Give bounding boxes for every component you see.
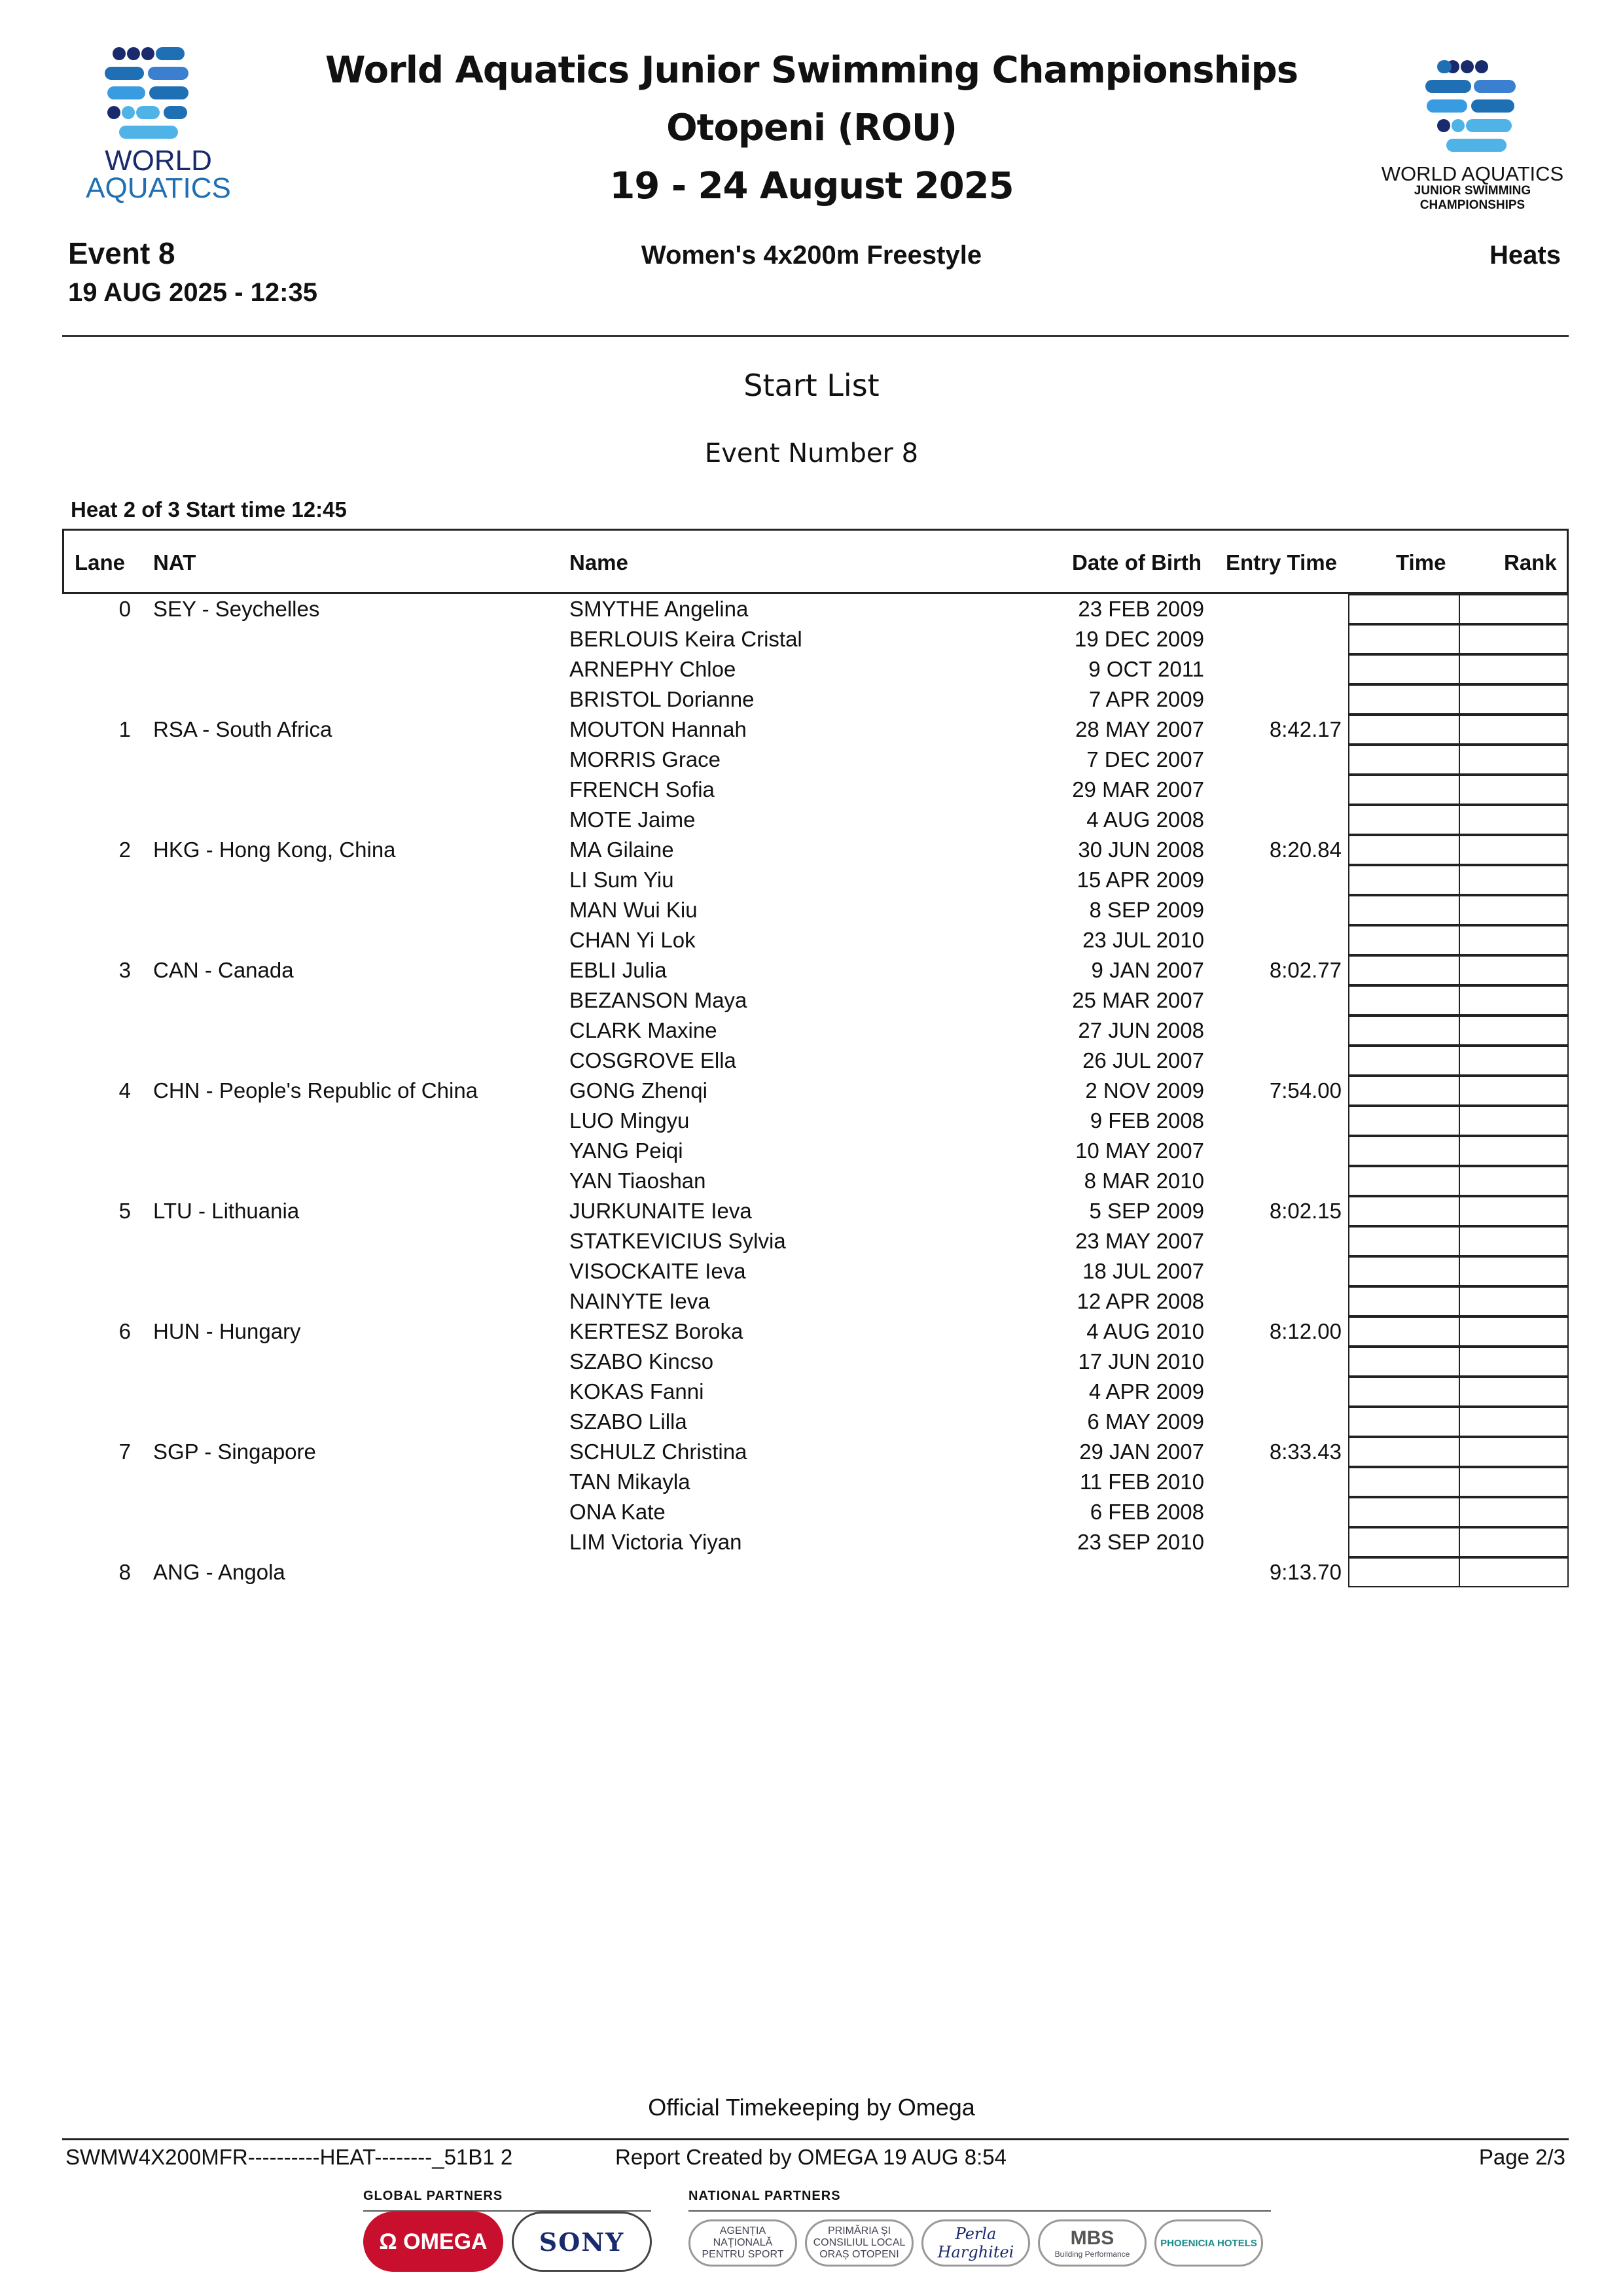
time-rank-box: [1348, 594, 1569, 624]
time-rank-box: [1348, 1467, 1569, 1497]
name-cell: SZABO Kincso: [569, 1349, 714, 1373]
time-rank-box: [1348, 955, 1569, 985]
entry-time-cell: 8:20.84: [1269, 838, 1342, 862]
nat-cell: HUN - Hungary: [153, 1319, 301, 1343]
header-lane: Lane: [75, 550, 126, 574]
table-row: [0, 985, 1623, 1016]
timekeeping-note: Official Timekeeping by Omega: [648, 2094, 975, 2121]
name-cell: SMYTHE Angelina: [569, 597, 749, 621]
event-name: Women's 4x200m Freestyle: [641, 241, 982, 270]
table-row: [0, 1196, 1623, 1226]
logo-left-text-1: WORLD: [105, 145, 212, 177]
dob-cell: 6 FEB 2008: [1090, 1500, 1204, 1524]
time-rank-box: [1348, 1196, 1569, 1226]
dob-cell: 2 NOV 2009: [1085, 1078, 1204, 1103]
omega-logo: Ω OMEGA: [363, 2212, 503, 2272]
lane-cell: 2: [118, 838, 131, 862]
header-nat: NAT: [153, 550, 196, 574]
dob-cell: 5 SEP 2009: [1089, 1199, 1204, 1223]
table-row: [0, 594, 1623, 624]
entry-time-cell: 8:12.00: [1269, 1319, 1342, 1343]
time-rank-box: [1348, 1046, 1569, 1076]
page-number: Page 2/3: [1478, 2145, 1565, 2169]
table-row: [0, 835, 1623, 865]
national-partners-line: [688, 2210, 1271, 2212]
time-rank-box: [1348, 1377, 1569, 1407]
name-cell: FRENCH Sofia: [569, 777, 715, 802]
dob-cell: 6 MAY 2009: [1087, 1409, 1204, 1434]
dob-cell: 27 JUN 2008: [1078, 1018, 1204, 1042]
name-cell: BRISTOL Dorianne: [569, 687, 755, 711]
time-rank-box: [1348, 895, 1569, 925]
table-row: [0, 654, 1623, 684]
table-row: [0, 1467, 1623, 1497]
table-row: [0, 1497, 1623, 1527]
table-row: [0, 715, 1623, 745]
time-rank-box: [1348, 1437, 1569, 1467]
dob-cell: 23 SEP 2010: [1077, 1530, 1204, 1554]
lane-cell: 6: [118, 1319, 131, 1343]
mbs-subtext: Building Performance: [1054, 2250, 1130, 2259]
name-cell: SZABO Lilla: [569, 1409, 687, 1434]
name-cell: CHAN Yi Lok: [569, 928, 696, 952]
entry-time-cell: 7:54.00: [1269, 1078, 1342, 1103]
nat-cell: LTU - Lithuania: [153, 1199, 300, 1223]
dob-cell: 9 FEB 2008: [1090, 1108, 1204, 1133]
time-rank-box: [1348, 1527, 1569, 1557]
table-row: [0, 775, 1623, 805]
national-partners-label: NATIONAL PARTNERS: [688, 2189, 841, 2203]
nat-cell: HKG - Hong Kong, China: [153, 838, 396, 862]
header-dob: Date of Birth: [1072, 550, 1202, 574]
table-row: [0, 805, 1623, 835]
time-rank-box: [1348, 925, 1569, 955]
name-cell: MA Gilaine: [569, 838, 674, 862]
table-row: [0, 1527, 1623, 1557]
name-cell: BEZANSON Maya: [569, 988, 747, 1012]
name-cell: MAN Wui Kiu: [569, 898, 698, 922]
lane-cell: 0: [118, 597, 131, 621]
table-row: [0, 1016, 1623, 1046]
time-rank-box: [1348, 985, 1569, 1016]
time-rank-box: [1348, 1347, 1569, 1377]
dob-cell: 23 FEB 2009: [1078, 597, 1204, 621]
table-row: [0, 1136, 1623, 1166]
dob-cell: 10 MAY 2007: [1075, 1139, 1204, 1163]
name-cell: LUO Mingyu: [569, 1108, 690, 1133]
name-cell: LIM Victoria Yiyan: [569, 1530, 742, 1554]
name-cell: KERTESZ Boroka: [569, 1319, 743, 1343]
heat-info: Heat 2 of 3 Start time 12:45: [71, 497, 347, 521]
table-row: [0, 1407, 1623, 1437]
logo-right-text-3: CHAMPIONSHIPS: [1419, 198, 1525, 212]
name-cell: BERLOUIS Keira Cristal: [569, 627, 802, 651]
title-line-3: 19 - 24 August 2025: [609, 165, 1014, 207]
dob-cell: 12 APR 2008: [1077, 1289, 1204, 1313]
table-row: [0, 1437, 1623, 1467]
report-code: SWMW4X200MFR----------HEAT--------_51B1 2: [65, 2145, 513, 2169]
table-row: [0, 1316, 1623, 1347]
time-rank-box: [1348, 1136, 1569, 1166]
entry-time-cell: 8:33.43: [1269, 1439, 1342, 1464]
dob-cell: 29 JAN 2007: [1079, 1439, 1204, 1464]
name-cell: CLARK Maxine: [569, 1018, 717, 1042]
name-cell: TAN Mikayla: [569, 1470, 690, 1494]
lane-cell: 7: [118, 1439, 131, 1464]
time-rank-box: [1348, 835, 1569, 865]
sony-logo: SONY: [512, 2212, 652, 2272]
name-cell: MOTE Jaime: [569, 807, 696, 832]
table-row: [0, 895, 1623, 925]
time-rank-box: [1348, 654, 1569, 684]
title-line-2: Otopeni (ROU): [666, 107, 957, 149]
header-name: Name: [569, 550, 628, 574]
time-rank-box: [1348, 775, 1569, 805]
header-entry-time: Entry Time: [1226, 550, 1337, 574]
table-row: [0, 1557, 1623, 1587]
junior-championships-logo: [1361, 59, 1584, 222]
global-partners-label: GLOBAL PARTNERS: [363, 2189, 503, 2203]
dob-cell: 17 JUN 2010: [1078, 1349, 1204, 1373]
table-row: [0, 865, 1623, 895]
time-rank-box: [1348, 1407, 1569, 1437]
dob-cell: 7 APR 2009: [1088, 687, 1204, 711]
table-row: [0, 745, 1623, 775]
dob-cell: 4 AUG 2008: [1086, 807, 1204, 832]
dob-cell: 7 DEC 2007: [1086, 747, 1204, 771]
dob-cell: 4 APR 2009: [1088, 1379, 1204, 1404]
event-datetime: 19 AUG 2025 - 12:35: [68, 278, 317, 307]
logo-left-text-2: AQUATICS: [86, 172, 231, 204]
time-rank-box: [1348, 1316, 1569, 1347]
name-cell: EBLI Julia: [569, 958, 667, 982]
table-row: [0, 624, 1623, 654]
nat-cell: SGP - Singapore: [153, 1439, 316, 1464]
time-rank-box: [1348, 1497, 1569, 1527]
name-cell: MOUTON Hannah: [569, 717, 747, 741]
dob-cell: 11 FEB 2010: [1079, 1470, 1204, 1494]
time-rank-box: [1348, 1076, 1569, 1106]
entry-time-cell: 8:02.15: [1269, 1199, 1342, 1223]
name-cell: SCHULZ Christina: [569, 1439, 747, 1464]
table-row: [0, 1377, 1623, 1407]
time-rank-box: [1348, 1226, 1569, 1256]
time-rank-box: [1348, 805, 1569, 835]
partner-phoenicia-logo: PHOENICIA HOTELS: [1154, 2219, 1263, 2267]
lane-cell: 4: [118, 1078, 131, 1103]
time-rank-box: [1348, 1166, 1569, 1196]
dob-cell: 30 JUN 2008: [1078, 838, 1204, 862]
time-rank-box: [1348, 715, 1569, 745]
table-row: [0, 1226, 1623, 1256]
table-row: [0, 1256, 1623, 1286]
partner-otopeni-logo: PRIMĂRIA ȘI CONSILIUL LOCAL ORAȘ OTOPENI: [805, 2219, 914, 2267]
lane-cell: 3: [118, 958, 131, 982]
name-cell: GONG Zhenqi: [569, 1078, 707, 1103]
logo-right-text-1: WORLD AQUATICS: [1381, 162, 1564, 185]
nat-cell: SEY - Seychelles: [153, 597, 320, 621]
name-cell: NAINYTE Ieva: [569, 1289, 710, 1313]
round-label: Heats: [1489, 241, 1561, 270]
lane-cell: 8: [118, 1560, 131, 1584]
dob-cell: 8 MAR 2010: [1084, 1169, 1204, 1193]
name-cell: STATKEVICIUS Sylvia: [569, 1229, 786, 1253]
time-rank-box: [1348, 1286, 1569, 1316]
nat-cell: RSA - South Africa: [153, 717, 332, 741]
entry-time-cell: 9:13.70: [1269, 1560, 1342, 1584]
entry-time-cell: 8:42.17: [1269, 717, 1342, 741]
event-number: Event 8: [68, 236, 175, 270]
junior-championships-logo-mark: [1361, 59, 1584, 157]
dob-cell: 15 APR 2009: [1077, 868, 1204, 892]
table-row: [0, 955, 1623, 985]
dob-cell: 28 MAY 2007: [1075, 717, 1204, 741]
report-created: Report Created by OMEGA 19 AUG 8:54: [615, 2145, 1007, 2169]
name-cell: COSGROVE Ella: [569, 1048, 736, 1072]
header-rank: Rank: [1504, 550, 1557, 574]
entry-time-cell: 8:02.77: [1269, 958, 1342, 982]
table-row: [0, 1046, 1623, 1076]
table-row: [0, 1166, 1623, 1196]
table-row: [0, 1286, 1623, 1316]
name-cell: ONA Kate: [569, 1500, 666, 1524]
table-row: [0, 684, 1623, 715]
name-cell: KOKAS Fanni: [569, 1379, 704, 1404]
name-cell: YAN Tiaoshan: [569, 1169, 706, 1193]
name-cell: MORRIS Grace: [569, 747, 721, 771]
name-cell: ARNEPHY Chloe: [569, 657, 736, 681]
dob-cell: 8 SEP 2009: [1089, 898, 1204, 922]
time-rank-box: [1348, 865, 1569, 895]
time-rank-box: [1348, 1557, 1569, 1587]
dob-cell: 23 JUL 2010: [1082, 928, 1204, 952]
lane-cell: 5: [118, 1199, 131, 1223]
lane-cell: 1: [118, 717, 131, 741]
title-line-1: World Aquatics Junior Swimming Championships: [325, 49, 1298, 92]
dob-cell: 18 JUL 2007: [1082, 1259, 1204, 1283]
name-cell: YANG Peiqi: [569, 1139, 683, 1163]
table-row: [0, 925, 1623, 955]
name-cell: LI Sum Yiu: [569, 868, 674, 892]
dob-cell: 9 JAN 2007: [1091, 958, 1204, 982]
time-rank-box: [1348, 1256, 1569, 1286]
dob-cell: 19 DEC 2009: [1074, 627, 1204, 651]
time-rank-box: [1348, 684, 1569, 715]
name-cell: VISOCKAITE Ieva: [569, 1259, 746, 1283]
dob-cell: 26 JUL 2007: [1082, 1048, 1204, 1072]
time-rank-box: [1348, 624, 1569, 654]
partner-ans-logo: AGENȚIA NAȚIONALĂ PENTRU SPORT: [688, 2219, 797, 2267]
nat-cell: CHN - People's Republic of China: [153, 1078, 478, 1103]
partner-mbs-logo: [1038, 2219, 1147, 2267]
name-cell: JURKUNAITE Ieva: [569, 1199, 752, 1223]
dob-cell: 25 MAR 2007: [1072, 988, 1204, 1012]
header-time: Time: [1396, 550, 1446, 574]
mbs-text: MBS: [1070, 2227, 1115, 2249]
nat-cell: ANG - Angola: [153, 1560, 285, 1584]
dob-cell: 9 OCT 2011: [1088, 657, 1204, 681]
table-row: [0, 1106, 1623, 1136]
header-divider: [62, 335, 1569, 337]
time-rank-box: [1348, 745, 1569, 775]
time-rank-box: [1348, 1106, 1569, 1136]
table-row: [0, 1347, 1623, 1377]
dob-cell: 23 MAY 2007: [1075, 1229, 1204, 1253]
section-title: Start List: [743, 368, 880, 403]
nat-cell: CAN - Canada: [153, 958, 294, 982]
logo-right-text-2: JUNIOR SWIMMING: [1414, 184, 1531, 198]
section-subtitle: Event Number 8: [704, 438, 919, 468]
table-row: [0, 1076, 1623, 1106]
time-rank-box: [1348, 1016, 1569, 1046]
table-header: [62, 529, 1569, 594]
partner-perla-harghitei-logo: Perla Harghitei: [921, 2219, 1030, 2267]
dob-cell: 4 AUG 2010: [1086, 1319, 1204, 1343]
footer-divider: [62, 2138, 1569, 2140]
dob-cell: 29 MAR 2007: [1072, 777, 1204, 802]
